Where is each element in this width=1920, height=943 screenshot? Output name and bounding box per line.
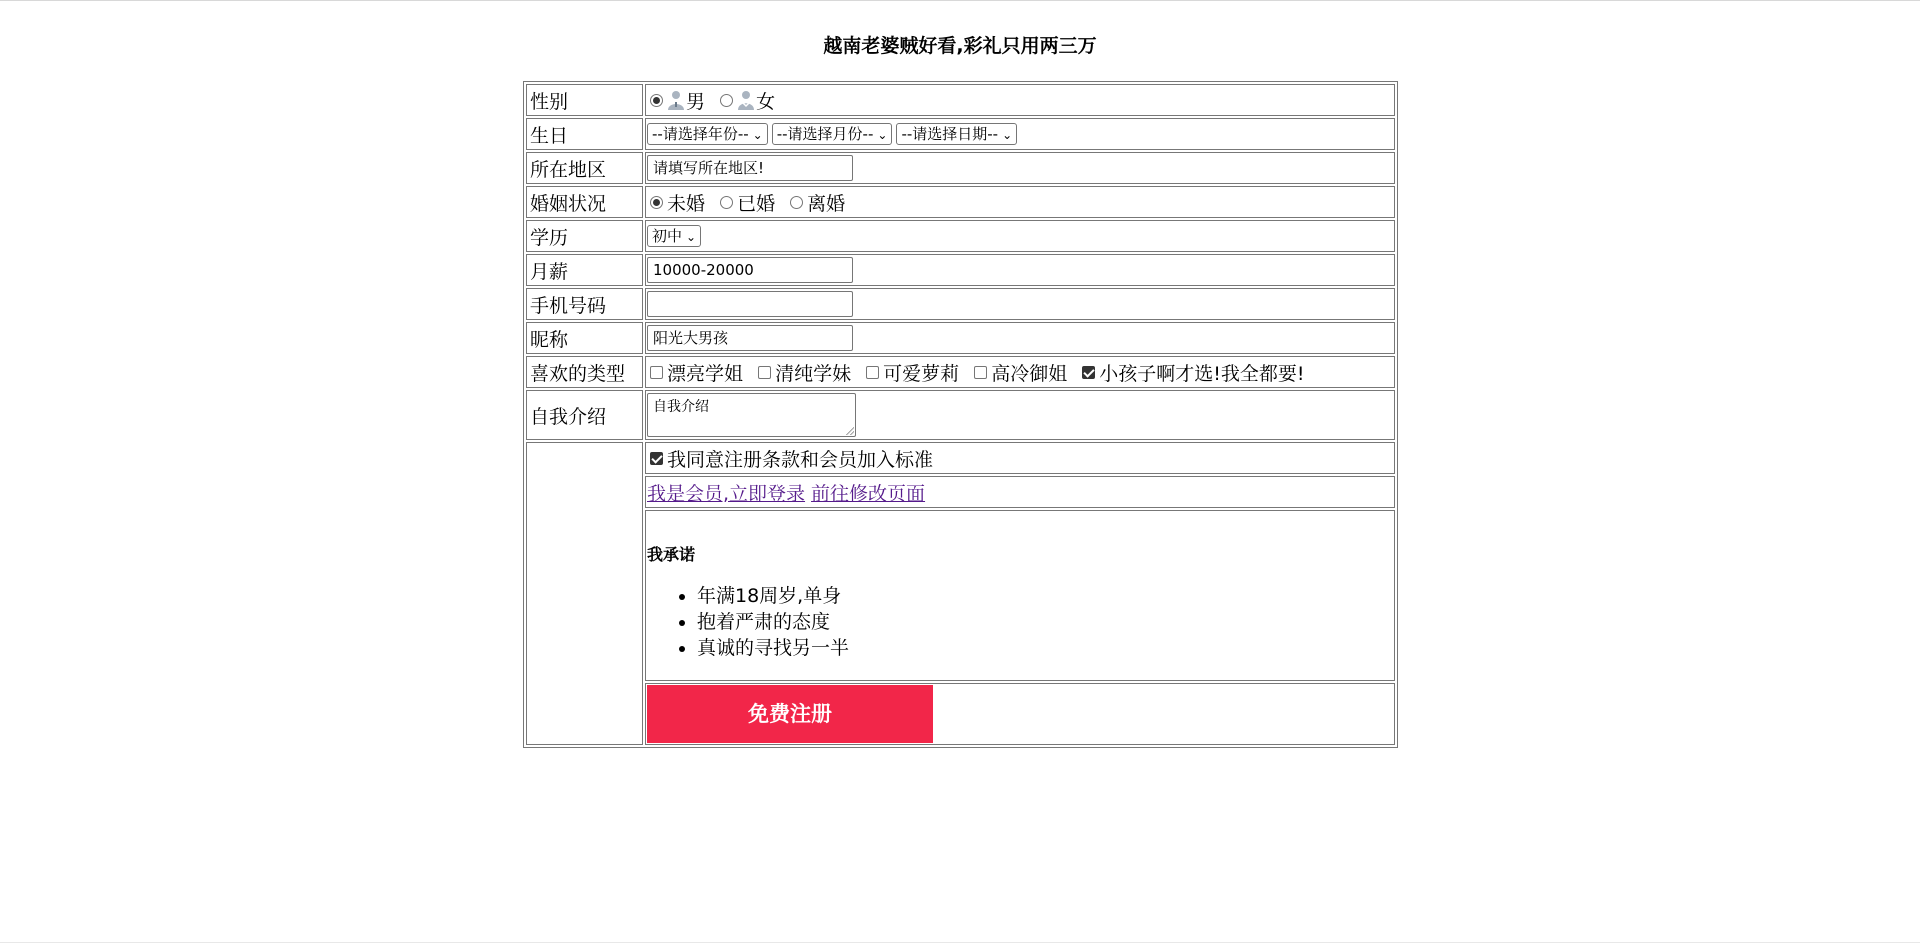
birth-year-value: --请选择年份--: [652, 125, 749, 144]
type-checkbox-1[interactable]: [650, 366, 663, 379]
salary-field: [645, 254, 1395, 286]
chevron-down-icon: ⌄: [686, 230, 697, 245]
type-checkbox-2[interactable]: [758, 366, 771, 379]
chevron-down-icon: ⌄: [1002, 128, 1013, 143]
type-checkbox-4[interactable]: [974, 366, 987, 379]
birthday-label: 生日: [526, 118, 643, 150]
gender-label: 性别: [526, 84, 643, 116]
nickname-field: [645, 322, 1395, 354]
marital-married-label: 已婚: [737, 192, 776, 215]
birth-day-select[interactable]: [896, 123, 1017, 145]
birth-year-select[interactable]: [647, 123, 768, 145]
agree-label: 我同意注册条款和会员加入标准: [667, 448, 934, 471]
edit-page-link[interactable]: 前往修改页面: [811, 482, 926, 505]
chevron-down-icon: ⌄: [752, 128, 763, 143]
gender-male-radio[interactable]: [650, 94, 663, 107]
submit-cell: [645, 683, 1395, 745]
links-field: [645, 476, 1395, 508]
type-label-3: 可爱萝莉: [883, 362, 960, 385]
type-label-2: 清纯学妹: [775, 362, 852, 385]
marital-divorced-radio[interactable]: [790, 196, 803, 209]
phone-input[interactable]: [647, 291, 853, 317]
birth-month-value: --请选择月份--: [776, 125, 874, 144]
page-title: 越南老婆贼好看,彩礼只用两三万: [823, 35, 1097, 57]
education-label: 学历: [526, 220, 643, 252]
salary-input[interactable]: 10000-20000: [647, 257, 853, 283]
type-label-4: 高冷御姐: [991, 362, 1068, 385]
agree-field: [645, 442, 1395, 474]
marital-single-label: 未婚: [667, 192, 706, 215]
resize-handle-icon[interactable]: [846, 427, 854, 435]
nickname-label: 昵称: [526, 322, 643, 354]
type-checkbox-3[interactable]: [866, 366, 879, 379]
education-field: [645, 220, 1395, 252]
pledge-list: [647, 583, 1393, 661]
education-value: 初中: [652, 227, 683, 246]
region-input[interactable]: 请填写所在地区!: [647, 155, 853, 181]
birth-day-value: --请选择日期--: [901, 125, 999, 144]
nickname-input[interactable]: 阳光大男孩: [647, 325, 853, 351]
empty-label-cell: [526, 442, 643, 745]
pledge-cell: [645, 510, 1395, 681]
registration-form: [523, 81, 1398, 748]
gender-female-radio[interactable]: [720, 94, 733, 107]
member-login-link[interactable]: 我是会员,立即登录: [647, 482, 806, 505]
intro-text: 自我介绍: [653, 399, 709, 415]
type-label-5: 小孩子啊才选!我全都要!: [1099, 362, 1305, 385]
pledge-item: • 年满18周岁,单身: [697, 583, 1393, 609]
gender-male-label: 男: [686, 90, 706, 113]
types-field: [645, 356, 1395, 388]
intro-field: [645, 390, 1395, 440]
education-select[interactable]: [647, 225, 701, 247]
region-field: [645, 152, 1395, 184]
marital-single-radio[interactable]: [650, 196, 663, 209]
type-label-1: 漂亮学姐: [667, 362, 744, 385]
region-label: 所在地区: [526, 152, 643, 184]
salary-label: 月薪: [526, 254, 643, 286]
intro-label: 自我介绍: [526, 390, 643, 440]
female-user-icon: [737, 90, 755, 110]
gender-field: [645, 84, 1395, 116]
intro-textarea[interactable]: [647, 393, 856, 437]
pledge-item: • 抱着严肃的态度: [697, 609, 1393, 635]
chevron-down-icon: ⌄: [877, 128, 888, 143]
phone-label: 手机号码: [526, 288, 643, 320]
agree-checkbox[interactable]: [650, 452, 663, 465]
pledge-item: • 真诚的寻找另一半: [697, 635, 1393, 661]
gender-female-label: 女: [756, 90, 776, 113]
marital-divorced-label: 离婚: [807, 192, 846, 215]
birth-month-select[interactable]: [772, 123, 893, 145]
birthday-field: [645, 118, 1395, 150]
register-button[interactable]: 免费注册: [647, 685, 933, 743]
marital-field: [645, 186, 1395, 218]
pledge-title: 我承诺: [647, 545, 696, 564]
phone-field: [645, 288, 1395, 320]
type-checkbox-5[interactable]: [1082, 366, 1095, 379]
types-label: 喜欢的类型: [526, 356, 643, 388]
marital-married-radio[interactable]: [720, 196, 733, 209]
male-user-icon: [667, 90, 685, 110]
marital-label: 婚姻状况: [526, 186, 643, 218]
